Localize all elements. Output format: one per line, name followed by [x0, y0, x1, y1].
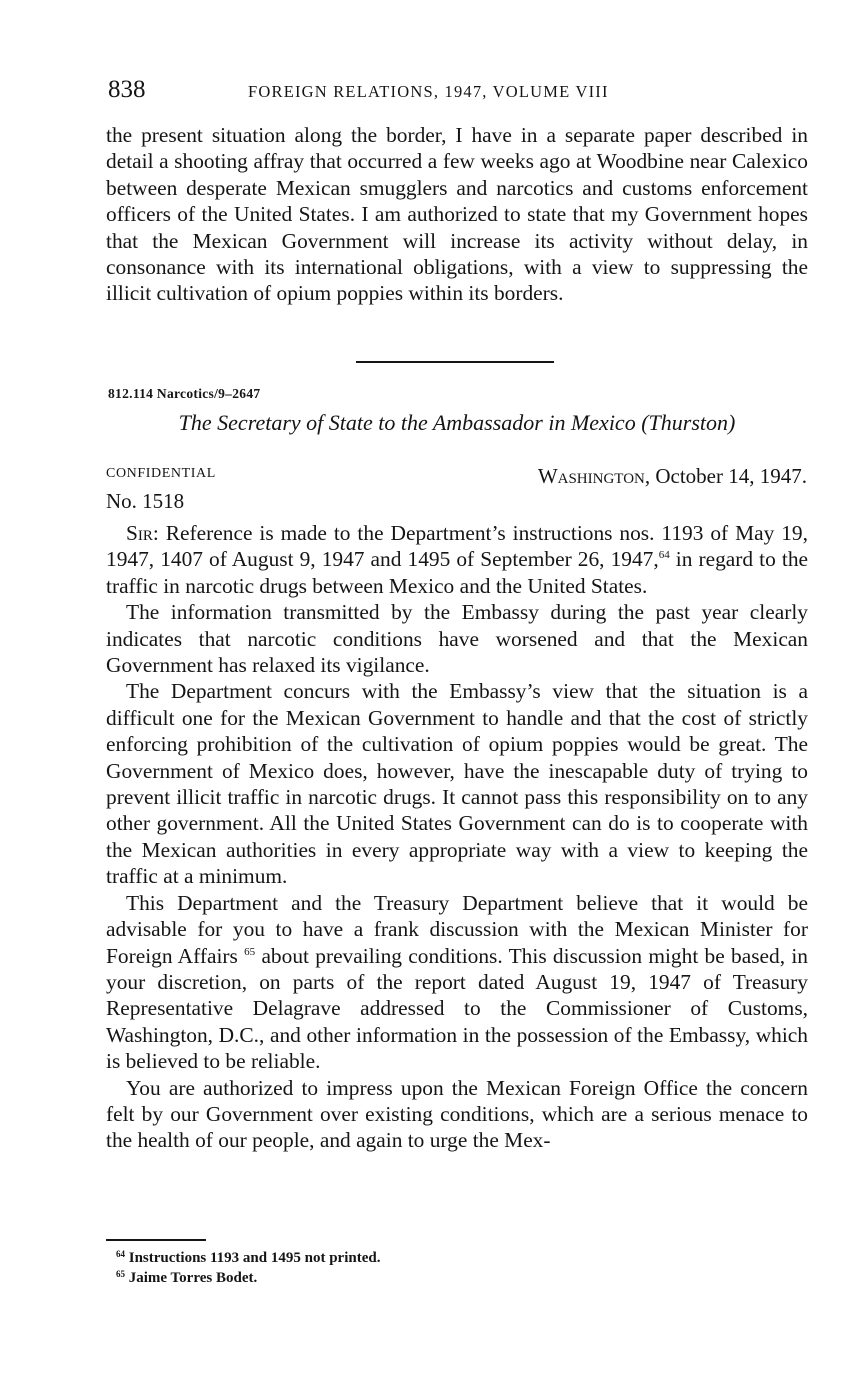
document-title: The Secretary of State to the Ambassador in Mexico (Thurston) [178, 410, 736, 435]
footnote-ref-64: 64 [658, 549, 670, 562]
body-paragraph-1 [106, 520, 808, 599]
instruction-number: No. 1518 [106, 489, 185, 513]
body-paragraph-5: You are authorized to impress upon the Mexican Foreign Office the concern felt by our Government over existing conditions, which are a serious menace to the health of our people, and again to urge the Mex- [106, 1075, 808, 1153]
body-paragraph-2: The information transmitted by the Embassy during the past year clearly indicates that narcotic conditions have worsened and that the Mexican Government has relaxed its vigilance. [106, 600, 808, 678]
para4-text-a: This Department and the Treasury Department believe that it would be advisable for you to have a frank discussion with the Mexican Minister for Foreign Affairs [106, 890, 808, 968]
footnote-marker: 64 [116, 1249, 125, 1259]
para1-text-a: Reference is made to the Department’s instructions nos. 1193 of May 19, 1947, 1407 of August 9, 1947 and 1495 of September 26, 1947, [106, 521, 808, 572]
file-reference: 812.114 Narcotics/9–2647 [108, 386, 261, 401]
place: Washington, [537, 464, 651, 488]
page-number: 838 [108, 76, 146, 103]
footnote-ref-65: 65 [244, 945, 256, 958]
body-paragraph-4 [106, 890, 808, 1075]
footnotes [116, 1248, 380, 1288]
footnote-text: Instructions 1193 and 1495 not printed. [128, 1250, 381, 1266]
salutation: Sir: [126, 521, 159, 545]
running-title: FOREIGN RELATIONS, 1947, VOLUME VIII [248, 82, 609, 101]
date: October 14, 1947. [655, 464, 807, 488]
page-header [108, 76, 808, 108]
continuation-text-block [106, 122, 808, 307]
footnote-text: Jaime Torres Bodet. [128, 1270, 258, 1286]
classification-label: CONFIDENTIAL [106, 466, 216, 481]
para4-text-b: about prevailing conditions. This discussion might be based, in your discretion, on parts of the report dated August 19, 1947 of Treasury Representative Delagrave addressed to the Commissioner of Customs, Washington, D.C., and other information in the possession of the Embassy, which is believed to be reliable. [106, 943, 808, 1074]
body-paragraph-3: The Department concurs with the Embassy’s view that the situation is a difficult one for the Mexican Government to handle and that the cost of strictly enforcing prohibition of the cultivation of opium poppies would be great. The Government of Mexico does, however, have the inescapable duty of trying to prevent illicit traffic in narcotic drugs. It cannot pass this responsibility on to any other government. All the United States Government can do is to cooperate with the Mexican authorities in every appropriate way with a view to keeping the traffic at a minimum. [106, 679, 808, 889]
section-divider [356, 361, 554, 363]
footnote-divider [106, 1239, 206, 1241]
footnote-65 [116, 1268, 380, 1288]
footnote-marker: 65 [116, 1269, 125, 1279]
letter-body [106, 520, 808, 1154]
place-and-date [538, 464, 807, 489]
continuation-paragraph: the present situation along the border, I have in a separate paper described in detail a shooting affray that occurred a few weeks ago at Woodbine near Calexico between desperate Mexican smugglers and narcotics and customs enforcement officers of the United States. I am authorized to state that my Government hopes that the Mexican Government will increase its activity without delay, in consonance with its international obligations, with a view to suppressing the illicit cultivation of opium poppies within its borders. [106, 123, 808, 306]
footnote-64 [116, 1248, 380, 1268]
para1-text-b: in regard to the traffic in narcotic drugs between Mexico and the United States. [106, 547, 809, 598]
